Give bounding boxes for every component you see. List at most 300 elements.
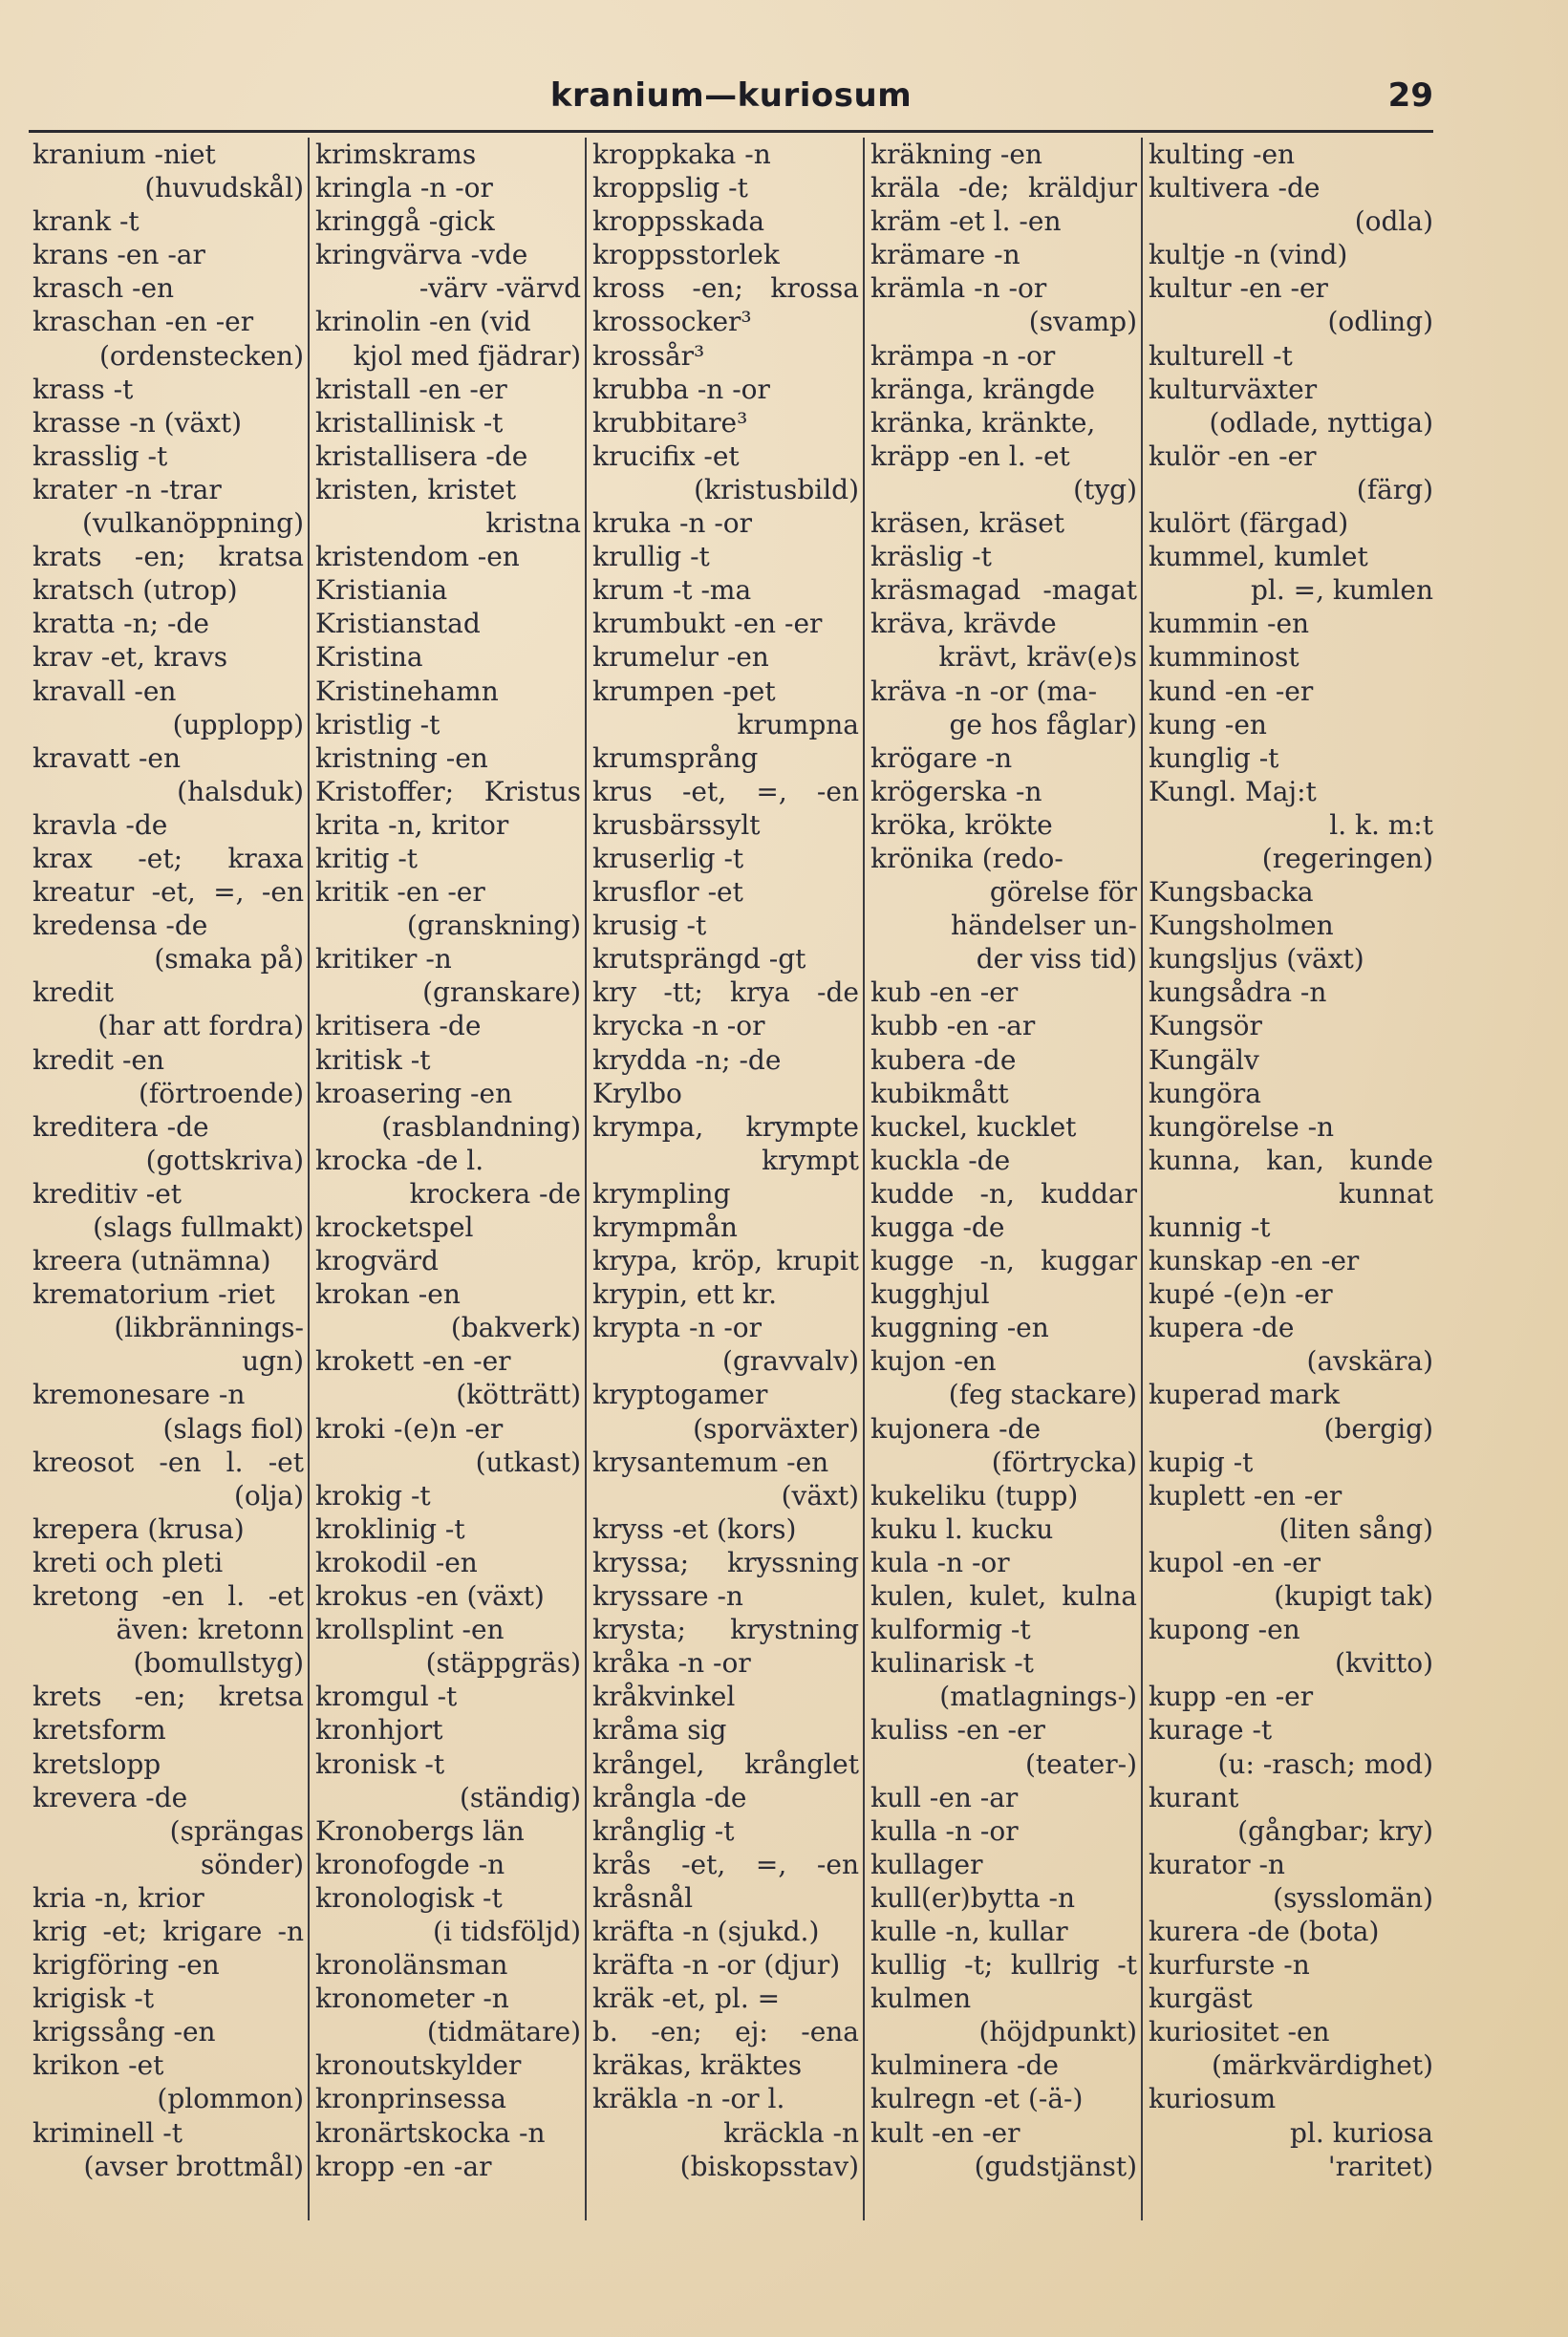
entry-line: Kristiania <box>315 574 448 607</box>
entry-line: kräm -et l. -en <box>870 205 1062 238</box>
entry-line: krigisk -t <box>32 1983 155 2015</box>
entry-line: kulör -en -er <box>1149 440 1317 472</box>
entry-line: kritisera -de <box>315 1010 482 1042</box>
entry-line: kryptogamer <box>592 1379 768 1411</box>
entry-line: kritiker -n <box>315 943 452 976</box>
entry-line: kredit -en <box>32 1043 165 1076</box>
entry-line: kråka -n -or <box>592 1647 751 1680</box>
entry-line: även: kretonn <box>116 1614 304 1646</box>
entry-line: kummel, kumlet <box>1149 541 1368 573</box>
entry-line: (odling) <box>1327 306 1433 338</box>
entry-line: (biskopsstav) <box>679 2150 859 2182</box>
entry-line: kråkvinkel <box>592 1681 736 1713</box>
entry-line: kupol -en -er <box>1149 1546 1321 1578</box>
dictionary-columns <box>27 138 1437 2220</box>
entry-line: krematorium -riet <box>32 1278 275 1311</box>
entry-line: kullager <box>870 1848 983 1880</box>
entry-line: kratta -n; -de <box>32 608 209 640</box>
entry-line: kraschan -en -er <box>32 306 254 338</box>
entry-line: krokus -en (växt) <box>315 1580 545 1613</box>
entry-line: kulturväxter <box>1149 373 1318 405</box>
entry-line: (märkvärdighet) <box>1212 2049 1433 2082</box>
entry-line: krävt, kräv(e)s <box>938 641 1137 674</box>
entry-line: kria -n, krior <box>32 1881 204 1914</box>
entry-line: kronhjort <box>315 1714 443 1747</box>
entry-line: kristallisera -de <box>315 440 528 472</box>
entry-line: (teater-) <box>1024 1747 1137 1780</box>
entry-line: kravatt -en <box>32 741 182 774</box>
entry-line: kulregn -et (-ä-) <box>870 2083 1084 2115</box>
entry-line: kummin -en <box>1149 608 1310 640</box>
entry-line: (gravvalv) <box>722 1345 859 1378</box>
entry-line: krycka -n -or <box>592 1010 765 1042</box>
entry-line: kry -tt; krya -de <box>592 976 859 1009</box>
entry-line: (kvitto) <box>1335 1647 1433 1680</box>
entry-line: (färg) <box>1356 473 1433 505</box>
entry-line: ugn) <box>242 1345 304 1378</box>
entry-line: kråsnål <box>592 1881 694 1914</box>
entry-line: Kungsör <box>1149 1010 1262 1042</box>
entry-line: kunskap -en -er <box>1149 1245 1360 1277</box>
entry-line: krysta; krystning <box>592 1614 859 1646</box>
entry-line: kulformig -t <box>870 1614 1031 1646</box>
entry-line: kronoutskylder <box>315 2049 522 2082</box>
entry-line: (likbrännings- <box>114 1312 304 1344</box>
entry-line: kronisk -t <box>315 1747 445 1780</box>
entry-line: (upplopp) <box>172 708 304 740</box>
entry-line: (ordenstecken) <box>98 339 304 372</box>
entry-line: krämare -n <box>870 239 1020 271</box>
entry-line: kunglig -t <box>1149 741 1279 774</box>
entry-line: kredensa -de <box>32 910 208 942</box>
entry-line: kräkning -en <box>870 139 1042 170</box>
entry-line: krav -et, kravs <box>32 641 228 674</box>
entry-line: kuggning -en <box>870 1312 1049 1344</box>
entry-line: kreatur -et, =, -en <box>32 876 304 909</box>
entry-line: krokodil -en <box>315 1546 478 1578</box>
entry-line: krig -et; krigare -n <box>32 1915 304 1947</box>
entry-line: (gångbar; kry) <box>1237 1814 1433 1847</box>
entry-line: krinolin -en (vid <box>315 306 531 338</box>
entry-line: kult -en -er <box>870 2116 1020 2149</box>
entry-line: kung -en <box>1149 708 1267 740</box>
entry-line: der viss tid) <box>976 943 1137 976</box>
entry-line: kroki -(e)n -er <box>315 1412 504 1445</box>
entry-line: krevera -de <box>32 1781 188 1813</box>
entry-line: kränga, krängde <box>870 373 1095 405</box>
entry-line: kristall -en -er <box>315 373 507 405</box>
entry-line: krita -n, kritor <box>315 808 509 841</box>
entry-line: Krylbo <box>592 1077 682 1109</box>
entry-line: krass -t <box>32 373 134 405</box>
entry-line: krögerska -n <box>870 775 1042 807</box>
column-2 <box>310 138 587 2220</box>
entry-line: kub -en -er <box>870 976 1019 1009</box>
entry-line: kudde -n, kuddar <box>870 1177 1137 1210</box>
entry-line: krans -en -ar <box>32 239 205 271</box>
entry-line: kujonera -de <box>870 1412 1042 1445</box>
entry-line: kristna <box>485 507 581 540</box>
entry-line: kujon -en <box>870 1345 997 1378</box>
entry-line: (tyg) <box>1073 473 1137 505</box>
entry-line: krumsprång <box>592 741 759 774</box>
entry-line: (halsduk) <box>177 775 304 807</box>
entry-line: krumpen -pet <box>592 675 776 707</box>
entry-line: (stäppgräs) <box>425 1647 581 1680</box>
entry-line: krönika (redo- <box>870 842 1063 874</box>
entry-line: kråma sig <box>592 1714 727 1747</box>
entry-line: kroppsskada <box>592 205 765 238</box>
entry-line: kreera (utnämna) <box>32 1245 271 1277</box>
entry-line: (höjdpunkt) <box>978 2016 1137 2048</box>
entry-line: kranium -niet <box>32 139 216 170</box>
entry-line: kulen, kulet, kulna <box>870 1580 1137 1613</box>
entry-line: Kristina <box>315 641 423 674</box>
entry-line: kryssa; kryssning <box>592 1546 859 1578</box>
entry-line: krasse -n (växt) <box>32 406 243 439</box>
entry-line: krum -t -ma <box>592 574 752 607</box>
entry-line: kringla -n -or <box>315 172 493 204</box>
entry-line: krutsprängd -gt <box>592 943 806 976</box>
entry-line: krås -et, =, -en <box>592 1848 859 1880</box>
entry-line: (bakverk) <box>450 1312 581 1344</box>
entry-line: kristlig -t <box>315 708 440 740</box>
entry-line: händelser un- <box>951 910 1137 942</box>
entry-line: kuperad mark <box>1149 1379 1340 1411</box>
entry-line: (feg stackare) <box>948 1379 1137 1411</box>
entry-line: kuliss -en -er <box>870 1714 1045 1747</box>
entry-line: kräkla -n -or l. <box>592 2083 785 2115</box>
page-header <box>29 76 1433 136</box>
entry-line: kulla -n -or <box>870 1814 1019 1847</box>
entry-line: kulinarisk -t <box>870 1647 1034 1680</box>
entry-line: (u: -rasch; mod) <box>1217 1747 1433 1780</box>
entry-line: kreosot -en l. -et <box>32 1446 304 1478</box>
entry-line: (regeringen) <box>1261 842 1433 874</box>
entry-line: (förtroende) <box>138 1077 304 1109</box>
entry-line: kräfta -n (sjukd.) <box>592 1915 820 1947</box>
entry-line: kryss -et (kors) <box>592 1512 797 1545</box>
entry-line: kronprinsessa <box>315 2083 506 2115</box>
entry-line: kurage -t <box>1149 1714 1273 1747</box>
entry-line: kristen, kristet <box>315 473 517 505</box>
entry-line: Kungälv <box>1149 1043 1259 1076</box>
entry-line: kuriosum <box>1149 2083 1277 2115</box>
entry-line: l. k. m:t <box>1329 808 1433 841</box>
entry-line: krypin, ett kr. <box>592 1278 778 1311</box>
entry-line: (odla) <box>1354 205 1433 238</box>
entry-line: (tidmätare) <box>426 2016 581 2048</box>
entry-line: Kungsholmen <box>1149 910 1334 942</box>
column-5 <box>1143 138 1437 2220</box>
entry-line: (olja) <box>233 1479 304 1512</box>
column-1 <box>27 138 310 2220</box>
entry-line: kriminell -t <box>32 2116 183 2149</box>
entry-line: (odlade, nyttiga) <box>1209 406 1433 439</box>
entry-line: kronofogde -n <box>315 1848 505 1880</box>
entry-line: kreti och pleti <box>32 1546 224 1578</box>
entry-line: kronolänsman <box>315 1949 508 1982</box>
entry-line: kulting -en <box>1149 139 1296 170</box>
entry-line: Kristianstad <box>315 608 481 640</box>
entry-line: krocketspel <box>315 1211 474 1243</box>
entry-line: (avskära) <box>1306 1345 1433 1378</box>
entry-line: krater -n -trar <box>32 473 222 505</box>
entry-line: kräkas, kräktes <box>592 2049 803 2082</box>
entry-line: kreditera -de <box>32 1110 209 1143</box>
entry-line: kräva -n -or (ma- <box>870 675 1098 707</box>
entry-line: kuckel, kucklet <box>870 1110 1077 1143</box>
entry-line: kristendom -en <box>315 541 520 573</box>
entry-line: Kronobergs län <box>315 1814 525 1847</box>
entry-line: krucifix -et <box>592 440 740 472</box>
entry-line: krus -et, =, -en <box>592 775 859 807</box>
entry-line: (matlagnings-) <box>939 1681 1137 1713</box>
entry-line: kunnat <box>1338 1177 1433 1210</box>
entry-line: krokig -t <box>315 1479 431 1512</box>
entry-line: kross -en; krossa <box>592 272 859 305</box>
entry-line: krets -en; kretsa <box>32 1681 304 1713</box>
entry-line: krympmån <box>592 1211 738 1243</box>
entry-line: (liten sång) <box>1278 1512 1433 1545</box>
entry-line: kugga -de <box>870 1211 1005 1243</box>
entry-line: kretsform <box>32 1714 166 1747</box>
entry-line: kräsen, kräset <box>870 507 1065 540</box>
entry-line: krikon -et <box>32 2049 164 2082</box>
entry-line: kultur -en -er <box>1149 272 1328 305</box>
entry-line: pl. =, kumlen <box>1250 574 1433 607</box>
entry-line: krepera (krusa) <box>32 1512 245 1545</box>
entry-line: pl. kuriosa <box>1290 2116 1433 2149</box>
entry-line: kurera -de (bota) <box>1149 1915 1380 1947</box>
entry-line: (granskare) <box>422 976 581 1009</box>
entry-line: kreditiv -et <box>32 1177 183 1210</box>
entry-line: kryssare -n <box>592 1580 743 1613</box>
entry-line: krossocker³ <box>592 306 752 338</box>
column-4 <box>865 138 1143 2220</box>
entry-line: kronologisk -t <box>315 1881 503 1914</box>
entry-line: (kristusbild) <box>694 473 859 505</box>
entry-line: kurator -n <box>1149 1848 1285 1880</box>
entry-line: kungsljus (växt) <box>1149 943 1364 976</box>
entry-line: krusflor -et <box>592 876 743 909</box>
entry-line: (bergig) <box>1323 1412 1433 1445</box>
entry-line: krånglig -t <box>592 1814 735 1847</box>
entry-line: krympa, krympte <box>592 1110 859 1143</box>
entry-line: kupig -t <box>1149 1446 1254 1478</box>
entry-line: (kötträtt) <box>456 1379 581 1411</box>
entry-line: kräk -et, pl. = <box>592 1983 781 2015</box>
entry-line: kunna, kan, kunde <box>1149 1144 1433 1176</box>
entry-line: kuckla -de <box>870 1144 1011 1176</box>
entry-line: kruserlig -t <box>592 842 744 874</box>
entry-line: krypta -n -or <box>592 1312 763 1344</box>
entry-line: krumelur -en <box>592 641 769 674</box>
entry-line: krubbitare³ <box>592 406 748 439</box>
entry-line: krocka -de l. <box>315 1144 484 1176</box>
entry-line: krokett -en -er <box>315 1345 511 1378</box>
entry-line: kubera -de <box>870 1043 1017 1076</box>
entry-line: (rasblandning) <box>381 1110 581 1143</box>
entry-line: b. -en; ej: -ena <box>592 2016 859 2048</box>
entry-line: (växt) <box>781 1479 859 1512</box>
entry-line: kupp -en -er <box>1149 1681 1314 1713</box>
entry-line: kuplett -en -er <box>1149 1479 1342 1512</box>
entry-line: kräsmagad -magat <box>870 574 1137 607</box>
entry-line: kulturell -t <box>1149 339 1293 372</box>
entry-line: kjol med fjädrar) <box>353 339 581 372</box>
entry-line: krumbukt -en -er <box>592 608 823 640</box>
entry-line: (avser brottmål) <box>83 2150 304 2182</box>
entry-line: kredit <box>32 976 115 1009</box>
entry-line: kungöra <box>1149 1077 1261 1109</box>
entry-line: krydda -n; -de <box>592 1043 782 1076</box>
entry-line: kräpp -en l. -et <box>870 440 1070 472</box>
entry-line: (sysslomän) <box>1273 1881 1433 1914</box>
entry-line: kurfurste -n <box>1149 1949 1310 1982</box>
entry-line: (huvudskål) <box>144 172 304 204</box>
entry-line: krubba -n -or <box>592 373 770 405</box>
entry-line: Kristinehamn <box>315 675 499 707</box>
entry-line: kroppslig -t <box>592 172 748 204</box>
entry-line: kukeliku (tupp) <box>870 1479 1079 1512</box>
entry-line: kritig -t <box>315 842 419 874</box>
entry-line: kula -n -or <box>870 1546 1010 1578</box>
entry-line: krångla -de <box>592 1781 747 1813</box>
entry-line: kroppkaka -n <box>592 139 771 170</box>
entry-line: krigföring -en <box>32 1949 220 1982</box>
entry-line: kristning -en <box>315 741 488 774</box>
entry-line: kungsådra -n <box>1149 976 1327 1009</box>
entry-line: kungörelse -n <box>1149 1110 1335 1143</box>
entry-line: kräslig -t <box>870 541 992 573</box>
entry-line: krympling <box>592 1177 731 1210</box>
entry-line: krullig -t <box>592 541 710 573</box>
entry-line: kringgå -gick <box>315 205 495 238</box>
entry-line: ge hos fåglar) <box>949 708 1137 740</box>
entry-line: kurgäst <box>1149 1983 1253 2015</box>
entry-line: kronärtskocka -n <box>315 2116 546 2149</box>
entry-line: kretong -en l. -et <box>32 1580 304 1613</box>
entry-line: krollsplint -en <box>315 1614 505 1646</box>
entry-line: kräfta -n -or (djur) <box>592 1949 841 1982</box>
entry-line: (slags fullmakt) <box>93 1211 304 1243</box>
entry-line: kretslopp <box>32 1747 161 1780</box>
entry-line: kremonesare -n <box>32 1379 246 1411</box>
entry-line: kultivera -de <box>1149 172 1321 204</box>
entry-line: krigssång -en <box>32 2016 216 2048</box>
page-number: 29 <box>1387 76 1433 115</box>
entry-line: kunnig -t <box>1149 1211 1271 1243</box>
entry-line: kubikmått <box>870 1077 1009 1109</box>
entry-line: kultje -n (vind) <box>1149 239 1348 271</box>
entry-line: (i tidsföljd) <box>433 1915 581 1947</box>
entry-line: (utkast) <box>475 1446 581 1478</box>
header-rule <box>29 130 1433 133</box>
entry-line: kravall -en <box>32 675 177 707</box>
entry-line: kulminera -de <box>870 2049 1059 2082</box>
entry-line: kuku l. kucku <box>870 1512 1054 1545</box>
entry-line: kulmen <box>870 1983 972 2015</box>
entry-line: kullig -t; kullrig -t <box>870 1949 1137 1982</box>
entry-line: kröka, krökte <box>870 808 1053 841</box>
entry-line: (kupigt tak) <box>1274 1580 1433 1613</box>
entry-line: krumpna <box>737 708 859 740</box>
entry-line: kull -en -ar <box>870 1781 1019 1813</box>
entry-line: krax -et; kraxa <box>32 842 304 874</box>
entry-line: krossår³ <box>592 339 705 372</box>
entry-line: krypa, kröp, krupit <box>592 1245 859 1277</box>
entry-line: kromgul -t <box>315 1681 458 1713</box>
entry-line: kugge -n, kuggar <box>870 1245 1137 1277</box>
entry-line: kratsch (utrop) <box>32 574 238 607</box>
entry-line: kroppsstorlek <box>592 239 780 271</box>
entry-line: sönder) <box>200 1848 304 1880</box>
entry-line: kulört (färgad) <box>1149 507 1349 540</box>
entry-line: (gottskriva) <box>145 1144 304 1176</box>
entry-line: kund -en -er <box>1149 675 1314 707</box>
entry-line: krokan -en <box>315 1278 461 1311</box>
entry-line: kränka, kränkte, <box>870 406 1096 439</box>
entry-line: krockera -de <box>409 1177 581 1210</box>
column-3 <box>587 138 865 2220</box>
entry-line: kupong -en <box>1149 1614 1300 1646</box>
entry-line: (slags fiol) <box>162 1412 304 1445</box>
entry-line: görelse för <box>989 876 1137 909</box>
entry-line: krusbärssylt <box>592 808 761 841</box>
entry-line: kurant <box>1149 1781 1239 1813</box>
entry-line: (bomullstyg) <box>133 1647 304 1680</box>
entry-line: (plommon) <box>157 2083 304 2115</box>
entry-line: kritisk -t <box>315 1043 431 1076</box>
entry-line: kringvärva -vde <box>315 239 528 271</box>
entry-line: (gudstjänst) <box>974 2150 1137 2182</box>
entry-line: Kungl. Maj:t <box>1149 775 1317 807</box>
entry-line: krympt <box>762 1144 859 1176</box>
entry-line: (svamp) <box>1028 306 1137 338</box>
entry-line: kräckla -n <box>723 2116 859 2149</box>
entry-line: (granskning) <box>406 910 581 942</box>
entry-line: krämpa -n -or <box>870 339 1056 372</box>
entry-line: kristallinisk -t <box>315 406 504 439</box>
entry-line: (smaka på) <box>154 943 304 976</box>
entry-line: kulle -n, kullar <box>870 1915 1068 1947</box>
entry-line: (har att fordra) <box>97 1010 304 1042</box>
entry-line: kritik -en -er <box>315 876 485 909</box>
entry-line: kronometer -n <box>315 1983 509 2015</box>
entry-line: krögare -n <box>870 741 1013 774</box>
entry-line: (ständig) <box>460 1781 581 1813</box>
entry-line: kravla -de <box>32 808 168 841</box>
entry-line: (vulkanöppning) <box>82 507 304 540</box>
entry-line: krångel, krånglet <box>592 1747 859 1780</box>
entry-line: Kristoffer; Kristus <box>315 775 581 807</box>
entry-line: kugghjul <box>870 1278 990 1311</box>
entry-line: krasch -en <box>32 272 175 305</box>
entry-line: kuriositet -en <box>1149 2016 1330 2048</box>
entry-line: krimskrams <box>315 139 477 170</box>
entry-line: kupé -(e)n -er <box>1149 1278 1333 1311</box>
entry-line: kull(er)bytta -n <box>870 1881 1076 1914</box>
entry-line: krats -en; kratsa <box>32 541 304 573</box>
running-head: kranium—kuriosum <box>549 76 913 115</box>
entry-line: kroasering -en <box>315 1077 513 1109</box>
entry-line: (förtrycka) <box>991 1446 1137 1478</box>
entry-line: krysantemum -en <box>592 1446 829 1478</box>
entry-line: kumminost <box>1149 641 1300 674</box>
entry-line: krämla -n -or <box>870 272 1047 305</box>
entry-line: kubb -en -ar <box>870 1010 1036 1042</box>
